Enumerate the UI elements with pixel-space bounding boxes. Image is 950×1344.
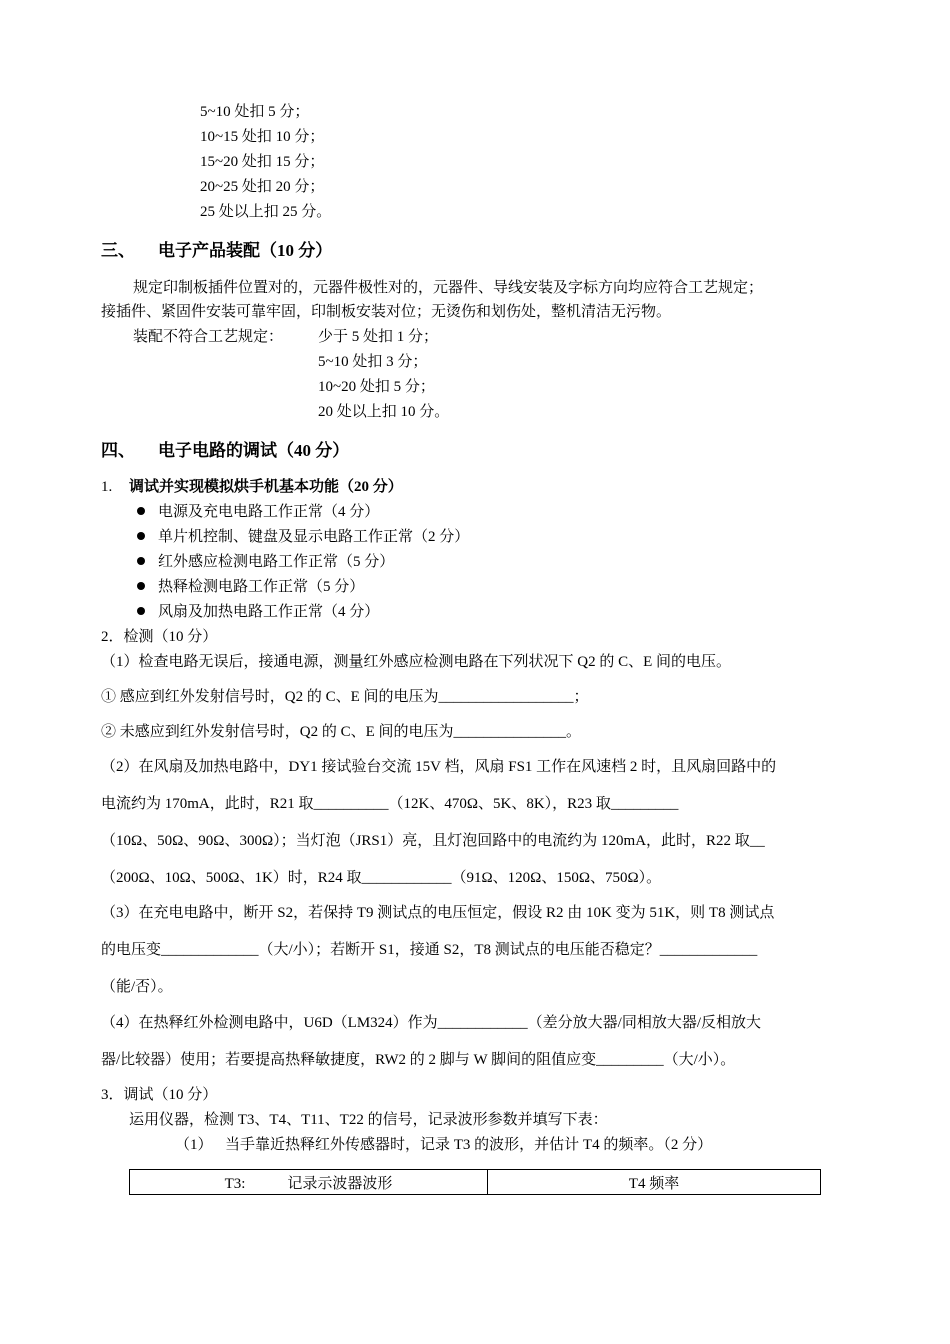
question-1b: ② 未感应到红外发射信号时，Q2 的 C、E 间的电压为_______________。 (101, 724, 582, 740)
section3-rule-label: 装配不符合工艺规定： (133, 329, 284, 345)
item2-title: 2．检测（10 分） (101, 629, 218, 645)
deduct-line-4: 20~25 处扣 20 分； (200, 179, 325, 195)
deduct-line-5: 25 处以上扣 25 分。 (200, 204, 332, 220)
deduct-line-2: 10~15 处扣 10 分； (200, 129, 325, 145)
question-4-line-1: （4）在热释红外检测电路中，U6D（LM324）作为____________（差分放大器/同相放大器/反相放大 (101, 1015, 762, 1031)
bullet-dot (137, 557, 145, 565)
section3-para-2: 接插件、紧固件安装可靠牢固，印制板安装对位；无烫伤和划伤处，整机清洁无污物。 (101, 304, 672, 320)
item3-description: 运用仪器，检测 T3、T4、T11、T22 的信号，记录波形参数并填写下表： (129, 1112, 608, 1128)
item3-sub-text: 当手靠近热释红外传感器时，记录 T3 的波形，并估计 T4 的频率。（2 分） (225, 1137, 713, 1153)
question-2-line-2: 电流约为 170mA，此时，R21 取__________（12K、470Ω、5K、8K），R23 取_________ (101, 796, 679, 812)
section4-number: 四、 (101, 441, 135, 460)
question-4-line-2: 器/比较器）使用；若要提高热释敏捷度，RW2 的 2 脚与 W 脚间的阻值应变_________（大/小）。 (101, 1052, 736, 1068)
bullet-item-2: 单片机控制、键盘及显示电路工作正常（2 分） (158, 529, 470, 545)
deduct-line-1: 5~10 处扣 5 分； (200, 104, 310, 120)
bullet-item-5: 风扇及加热电路工作正常（4 分） (158, 604, 380, 620)
question-2-line-3: （10Ω、50Ω、90Ω、300Ω）；当灯泡（JRS1）亮，且灯泡回路中的电流约为 120mA，此时，R22 取__ (101, 833, 765, 849)
bullet-dot (137, 582, 145, 590)
bullet-dot (137, 507, 145, 515)
item1-number: 1. (101, 479, 113, 495)
question-3-line-3: （能/否）。 (101, 979, 173, 995)
bullet-item-1: 电源及充电电路工作正常（4 分） (158, 504, 380, 520)
question-3-line-2: 的电压变_____________（大/小）；若断开 S1，接通 S2，T8 测试点的电压能否稳定？_____________ (101, 942, 758, 958)
section3-number: 三、 (101, 241, 135, 260)
item3-sub-number: （1） (175, 1137, 213, 1153)
bullet-dot (137, 532, 145, 540)
bullet-item-3: 红外感应检测电路工作正常（5 分） (158, 554, 395, 570)
section3-title: 电子产品装配（10 分） (158, 241, 333, 260)
section3-rule-2: 5~10 处扣 3 分； (318, 354, 428, 370)
section3-rule-1: 少于 5 处扣 1 分； (318, 329, 439, 345)
bullet-dot (137, 607, 145, 615)
section3-rule-3: 10~20 处扣 5 分； (318, 379, 435, 395)
question-2-line-4: （200Ω、10Ω、500Ω、1K）时，R24 取____________（91Ω、120Ω、150Ω、750Ω）。 (101, 870, 662, 886)
table-cell-t3 (130, 1170, 488, 1195)
question-3-line-1: （3）在充电电路中，断开 S2，若保持 T9 测试点的电压恒定，假设 R2 由 10K 变为 51K，则 T8 测试点 (101, 905, 775, 921)
question-1: （1）检查电路无误后，接通电源，测量红外感应检测电路在下列状况下 Q2 的 C、E 间的电压。 (101, 654, 732, 670)
t4-text: T4 频率 (628, 1175, 680, 1192)
t3-label: T3: (224, 1175, 246, 1192)
question-1a: ① 感应到红外发射信号时，Q2 的 C、E 间的电压为__________________； (101, 689, 589, 705)
table-row (130, 1170, 821, 1195)
section4-title: 电子电路的调试（40 分） (158, 441, 350, 460)
item3-title: 3．调试（10 分） (101, 1087, 218, 1103)
item1-title: 调试并实现模拟烘手机基本功能（20 分） (129, 479, 403, 495)
question-2-line-1: （2）在风扇及加热电路中，DY1 接试验台交流 15V 档，风扇 FS1 工作在风速档 2 时，且风扇回路中的 (101, 759, 777, 775)
record-table (129, 1169, 821, 1195)
section3-rule-4: 20 处以上扣 10 分。 (318, 404, 450, 420)
t3-text: 记录示波器波形 (287, 1175, 393, 1192)
deduct-line-3: 15~20 处扣 15 分； (200, 154, 325, 170)
bullet-item-4: 热释检测电路工作正常（5 分） (158, 579, 365, 595)
section3-para-1: 规定印制板插件位置对的，元器件极性对的，元器件、导线安装及字标方向均应符合工艺规定； (133, 280, 764, 296)
table-cell-t4 (488, 1170, 821, 1195)
